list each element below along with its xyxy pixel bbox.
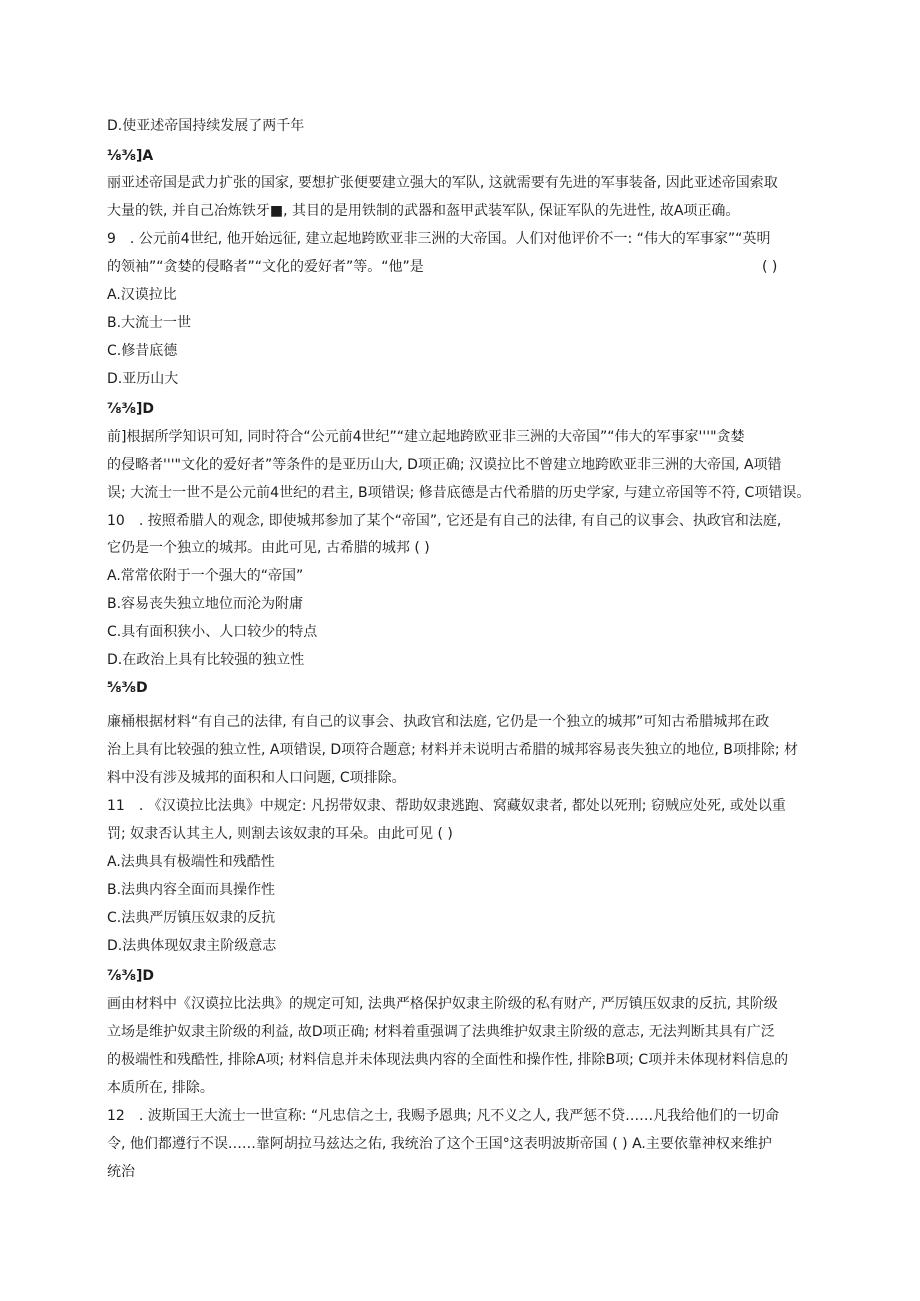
answer-label: ⅞⅜]D	[107, 968, 155, 984]
text-line: B.容易丧失独立地位而沦为附庸	[107, 596, 304, 612]
text-line: D.在政治上具有比较强的独立性	[107, 652, 305, 668]
text-line: D.法典体现奴隶主阶级意志	[107, 938, 277, 954]
text-line: 治上具有比较强的独立性, A项错误, D项符合题意; 材料并未说明古希腊的城邦容易丧失独立的地位, B项排除; 材	[107, 742, 798, 758]
text-line: C.法典严厉镇压奴隶的反抗	[107, 910, 276, 926]
text-line: 料中没有涉及城邦的面积和人口问题, C项排除。	[107, 770, 406, 786]
text-line: 本质所在, 排除。	[107, 1080, 214, 1096]
text-line: 它仍是一个独立的城邦。由此可见, 古希腊的城邦 ( )	[107, 540, 430, 556]
text-line: D.亚历山大	[107, 371, 179, 387]
text-line: 的极端性和残酷性, 排除A项; 材料信息并未体现法典内容的全面性和操作性, 排除B项; C项并未体现材料信息的	[107, 1052, 789, 1068]
text-line: 大量的铁, 并自己冶炼铁牙■, 其目的是用铁制的武器和盔甲武装军队, 保证军队的先进性, 故A项正确。	[107, 203, 740, 219]
text-line: B.大流士一世	[107, 315, 192, 331]
text-line: A.法典具有极端性和残酷性	[107, 854, 275, 870]
text-line: 令, 他们都遵行不误……靠阿胡拉马兹达之佑, 我统治了这个王国°这表明波斯帝国 ( ) A.主要依靠神权来维护	[107, 1136, 772, 1152]
text-line: 的领袖”“贪婪的侵略者”“文化的爱好者”等。“他”是	[107, 259, 424, 275]
answer-label: ⅞⅜]D	[107, 401, 155, 417]
answer-label: ⅛⅜]A	[107, 148, 154, 164]
text-line: 统治	[107, 1164, 135, 1180]
text-line: 画由材料中《汉谟拉比法典》的规定可知, 法典严格保护奴隶主阶级的私有财产, 严厉镇压奴隶的反抗, 其阶级	[107, 996, 778, 1012]
answer-parenthesis: ( )	[762, 259, 778, 275]
text-line: 廉桶根据材料“有自己的法律, 有自己的议事会、执政官和法庭, 它仍是一个独立的城邦”可知古希腊城邦在政	[107, 714, 770, 730]
answer-label: ⅝⅜D	[107, 680, 148, 696]
text-line: D.使亚述帝国持续发展了两千年	[107, 118, 305, 134]
text-line: 罚; 奴隶否认其主人, 则割去该奴隶的耳朵。由此可见 ( )	[107, 826, 453, 842]
text-line: 误; 大流士一世不是公元前4世纪的君主, B项错误; 修昔底德是古代希腊的历史学家, 与建立帝国等不符, C项错误。	[107, 485, 811, 501]
text-line: 10 . 按照希腊人的观念, 即使城邦参加了某个“帝国”, 它还是有自己的法律, 有自己的议事会、执政官和法庭,	[107, 513, 782, 529]
text-line: 前]根据所学知识可知, 同时符合“公元前4世纪”“建立起地跨欧亚非三洲的大帝国”“伟大的军事家'''"贪婪	[107, 429, 745, 445]
text-line: A.常常依附于一个强大的“帝国”	[107, 568, 304, 584]
text-line: 立场是维护奴隶主阶级的利益, 故D项正确; 材料着重强调了法典维护奴隶主阶级的意志, 无法判断其具有广泛	[107, 1024, 775, 1040]
text-line: 11 . 《汉谟拉比法典》中规定: 凡拐带奴隶、帮助奴隶逃跑、窝藏奴隶者, 都处以死刑; 窃贼应处死, 或处以重	[107, 798, 786, 814]
text-line: 12 . 波斯国王大流士一世宣称: “凡忠信之士, 我赐予恩典; 凡不义之人, 我严惩不贷……凡我给他们的一切命	[107, 1108, 780, 1124]
text-line: C.修昔底德	[107, 343, 178, 359]
text-line: 的侵略者'''"文化的爱好者”等条件的是亚历山大, D项正确; 汉谟拉比不曾建立地跨欧亚非三洲的大帝国, A项错	[107, 457, 782, 473]
text-line: B.法典内容全面而具操作性	[107, 882, 276, 898]
text-line: C.具有面积狭小、人口较少的特点	[107, 624, 318, 640]
text-line: 丽亚述帝国是武力扩张的国家, 要想扩张便要建立强大的军队, 这就需要有先进的军事装备, 因此亚述帝国索取	[107, 175, 778, 191]
text-line: 9 . 公元前4世纪, 他开始远征, 建立起地跨欧亚非三洲的大帝国。人们对他评价不一: “伟大的军事家”“英明	[107, 231, 771, 247]
text-line: A.汉谟拉比	[107, 287, 177, 303]
